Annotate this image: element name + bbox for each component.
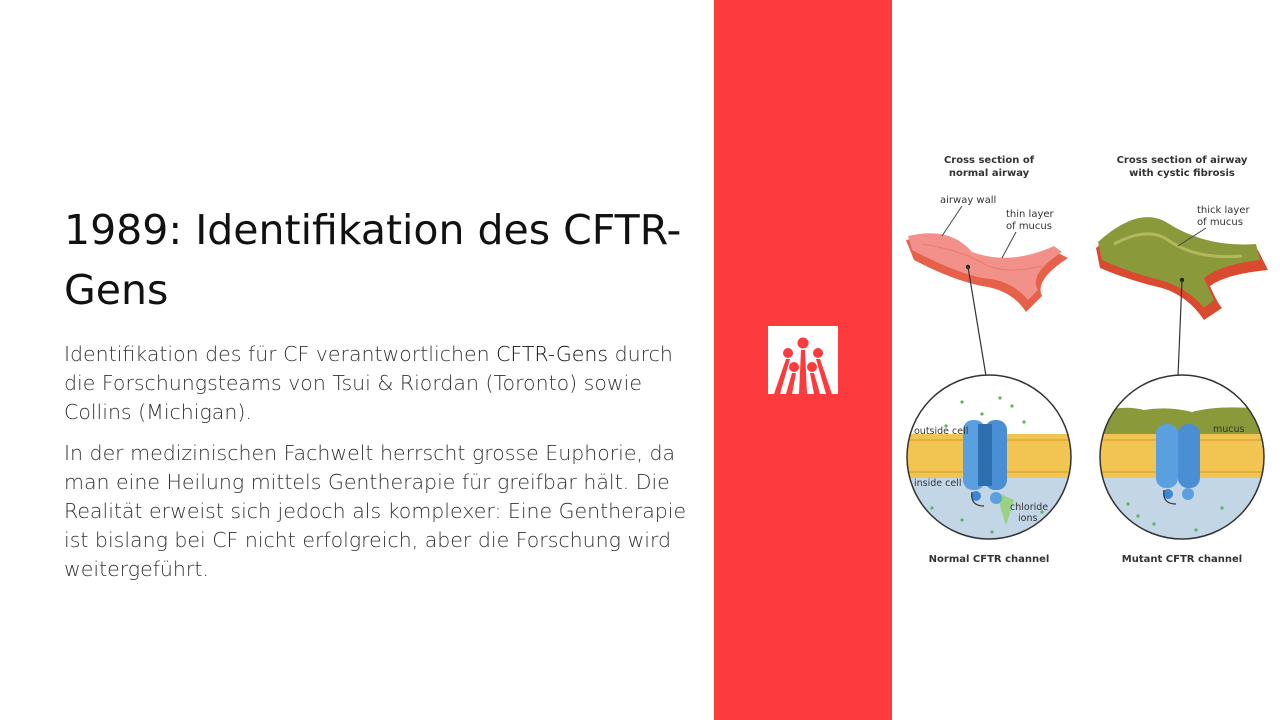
thick-mucus-label-2: of mucus bbox=[1197, 217, 1243, 228]
normal-airway-heading-2: normal airway bbox=[948, 168, 1030, 179]
inside-cell-label: inside cell bbox=[914, 478, 962, 489]
normal-airway-heading-1: Cross section of bbox=[943, 155, 1035, 166]
mutant-cftr-caption: Mutant CFTR channel bbox=[1121, 554, 1243, 565]
thin-mucus-label-1: thin layer bbox=[1006, 209, 1054, 220]
organization-logo bbox=[768, 326, 838, 394]
cftr-gene-highlight: CFTR-Gens bbox=[496, 342, 609, 366]
thick-mucus-label-1: thick layer bbox=[1197, 205, 1250, 216]
slide-title: 1989: Identifikation des CFTR-Gens bbox=[64, 206, 682, 314]
paragraph-identification-end: durch die Forschungsteams von Tsui & Riordan (Toronto) sowie Collins (Michigan). bbox=[64, 342, 673, 424]
cf-airway-heading-1: Cross section of airway bbox=[1116, 155, 1248, 166]
paragraph-gene-therapy: In der medizinischen Fachwelt herrscht grosse Euphorie, da man eine Heilung mittels Gentherapie für greifbar hält. Die Realität erweist sich jedoch als komplexer: Eine Gentherapie ist bislang bei CF nicht erfolgreich, aber die Forschung wird weitergeführt. bbox=[64, 441, 687, 581]
cf-airway-heading-2: with cystic fibrosis bbox=[1129, 168, 1235, 179]
chloride-ions-label-2: ions bbox=[1018, 513, 1038, 524]
normal-channel-detail bbox=[902, 370, 1082, 550]
cf-airway-drawing bbox=[1096, 217, 1268, 320]
normal-airway-drawing bbox=[906, 233, 1068, 312]
paragraph-identification bbox=[64, 340, 694, 427]
thin-mucus-label-2: of mucus bbox=[1006, 221, 1052, 232]
mutant-channel-detail bbox=[1092, 370, 1272, 550]
slide-body bbox=[64, 340, 694, 596]
normal-cftr-caption: Normal CFTR channel bbox=[928, 554, 1050, 565]
chloride-ions-label-1: chloride bbox=[1010, 502, 1049, 513]
cftr-airway-illustration bbox=[892, 140, 1280, 580]
mucus-label: mucus bbox=[1213, 424, 1245, 435]
airway-wall-label: airway wall bbox=[940, 195, 997, 206]
paragraph-identification-start: Identifikation des für CF verantwortlichen bbox=[64, 342, 497, 366]
outside-cell-label: outside cell bbox=[914, 426, 969, 437]
